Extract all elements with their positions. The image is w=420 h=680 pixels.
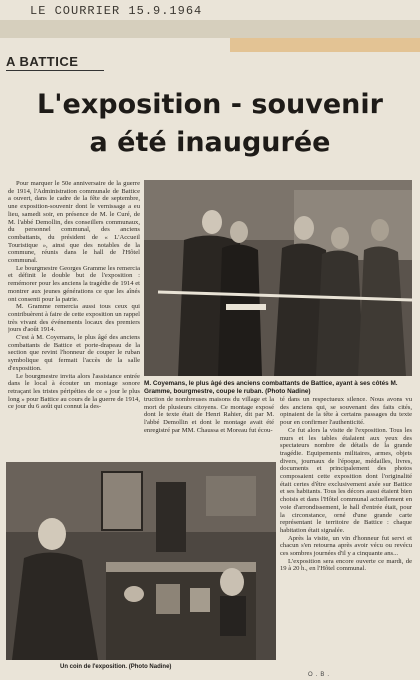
section-label: A BATTICE xyxy=(6,54,79,69)
paragraph: Le bourgmestre invita alors l'assistance entrée dans le local à écouter un montage sonore retraçant les tristes péripéties de ce « jour le plus long » pour Battice au cours de la guerre de 1914, ce jour du 6 août qui connut la des- xyxy=(8,372,140,411)
tape-strip xyxy=(230,38,420,52)
headline-line-2: a été inaugurée xyxy=(89,127,331,158)
paragraph: Pour marquer le 50e anniversaire de la guerre de 1914, l'Administration communale de Battice a ouvert, dans le cadre de la fête de septembre, une exposition-souvenir dont le vernissage a eu lieu, samedi soir, en présence de M. le Curé, de M. l'abbé Demollin, des conseillers communaux, du personnel communal, des anciens combattants, du président de « L'Accueil Touristique », ainsi que des notables de la commune, réunis dans le hall de l'Hôtel communal. xyxy=(8,180,140,265)
paragraph: M. Gramme remercia aussi tous ceux qui contribuèrent à faire de cette exposition un rappel très vivant des événements locaux des premiers jours d'août 1914. xyxy=(8,303,140,334)
photo-exhibition-corner xyxy=(6,462,276,660)
paragraph: L'exposition sera encore ouverte ce mardi, de 19 à 20 h., en l'Hôtel communal. xyxy=(280,557,412,573)
paragraph: Le bourgmestre Georges Gramme les remercia et définit le double but de l'exposition : remémorer pour les anciens la tragédie de 1914 et montrer aux jeunes générations ce que les aînés ont consenti pour la patrie. xyxy=(8,264,140,303)
section-rule xyxy=(6,70,104,71)
photo-ribbon-cutting xyxy=(144,180,412,376)
paragraph: té dans un respectueux silence. Nous avons vu des anciens qui, se souvenant des faits cités, opinaient de la tête à certains passages du texte pour en confirmer l'authenticité. xyxy=(280,396,412,427)
author-initials: O.B. xyxy=(308,672,333,678)
article-column-right xyxy=(280,396,412,666)
caption-bottom: Un coin de l'exposition. (Photo Nadine) xyxy=(60,664,172,670)
header-strip xyxy=(0,20,420,38)
date-stamp: LE COURRIER 15.9.1964 xyxy=(30,4,203,18)
paragraph: Ce fut alors la visite de l'exposition. Tous les murs et les tables étalaient aux yeux des spectateurs nombre de détails de la grande tragédie. Equipements militaires, armes, objets divers, journaux de l'époque, médailles, livres, documents et principalement des photos composaient cette exposition dont l'originalité était certes d'être exclusivement axée sur Battice et ses habitants. Tous les décors aussi étaient bien choisis et dans l'Hôtel communal actuellement en voie d'arrondissement, le hall d'entrée était, pour la circonstance, orné d'une grande carte représentant le territoire de Battice : chaque habitation était signalée. xyxy=(280,426,412,534)
paragraph: C'est à M. Coyemans, le plus âgé des anciens combattants de Battice et porte-drapeau de la section que revint l'honneur de couper le ruban symbolique qui fermait l'accès de la salle d'exposition. xyxy=(8,334,140,372)
paragraph: Après la visite, un vin d'honneur fut servi et chacun s'en retourna après avoir vécu ou revécu ces sombres journées d'il y a cinquante ans... xyxy=(280,534,412,558)
headline xyxy=(10,86,410,162)
article-column-left xyxy=(8,180,140,462)
caption-top: M. Coyemans, le plus âgé des anciens combattants de Battice, ayant à ses côtés M. Gramme, bourgmestre, coupe le ruban. (Photo Nadine) xyxy=(144,380,398,395)
paragraph: truction de nombreuses maisons du village et la mort de plusieurs citoyens. Ce montage exposé dont le texte était de Henri Rahier, dit par M. l'abbé Demollin et dont le montage avait été enregistré par MM. Chaussa et Moreau fut écou- xyxy=(144,396,274,434)
article-column-middle xyxy=(144,396,274,458)
headline-line-1: L'exposition - souvenir xyxy=(37,89,383,120)
